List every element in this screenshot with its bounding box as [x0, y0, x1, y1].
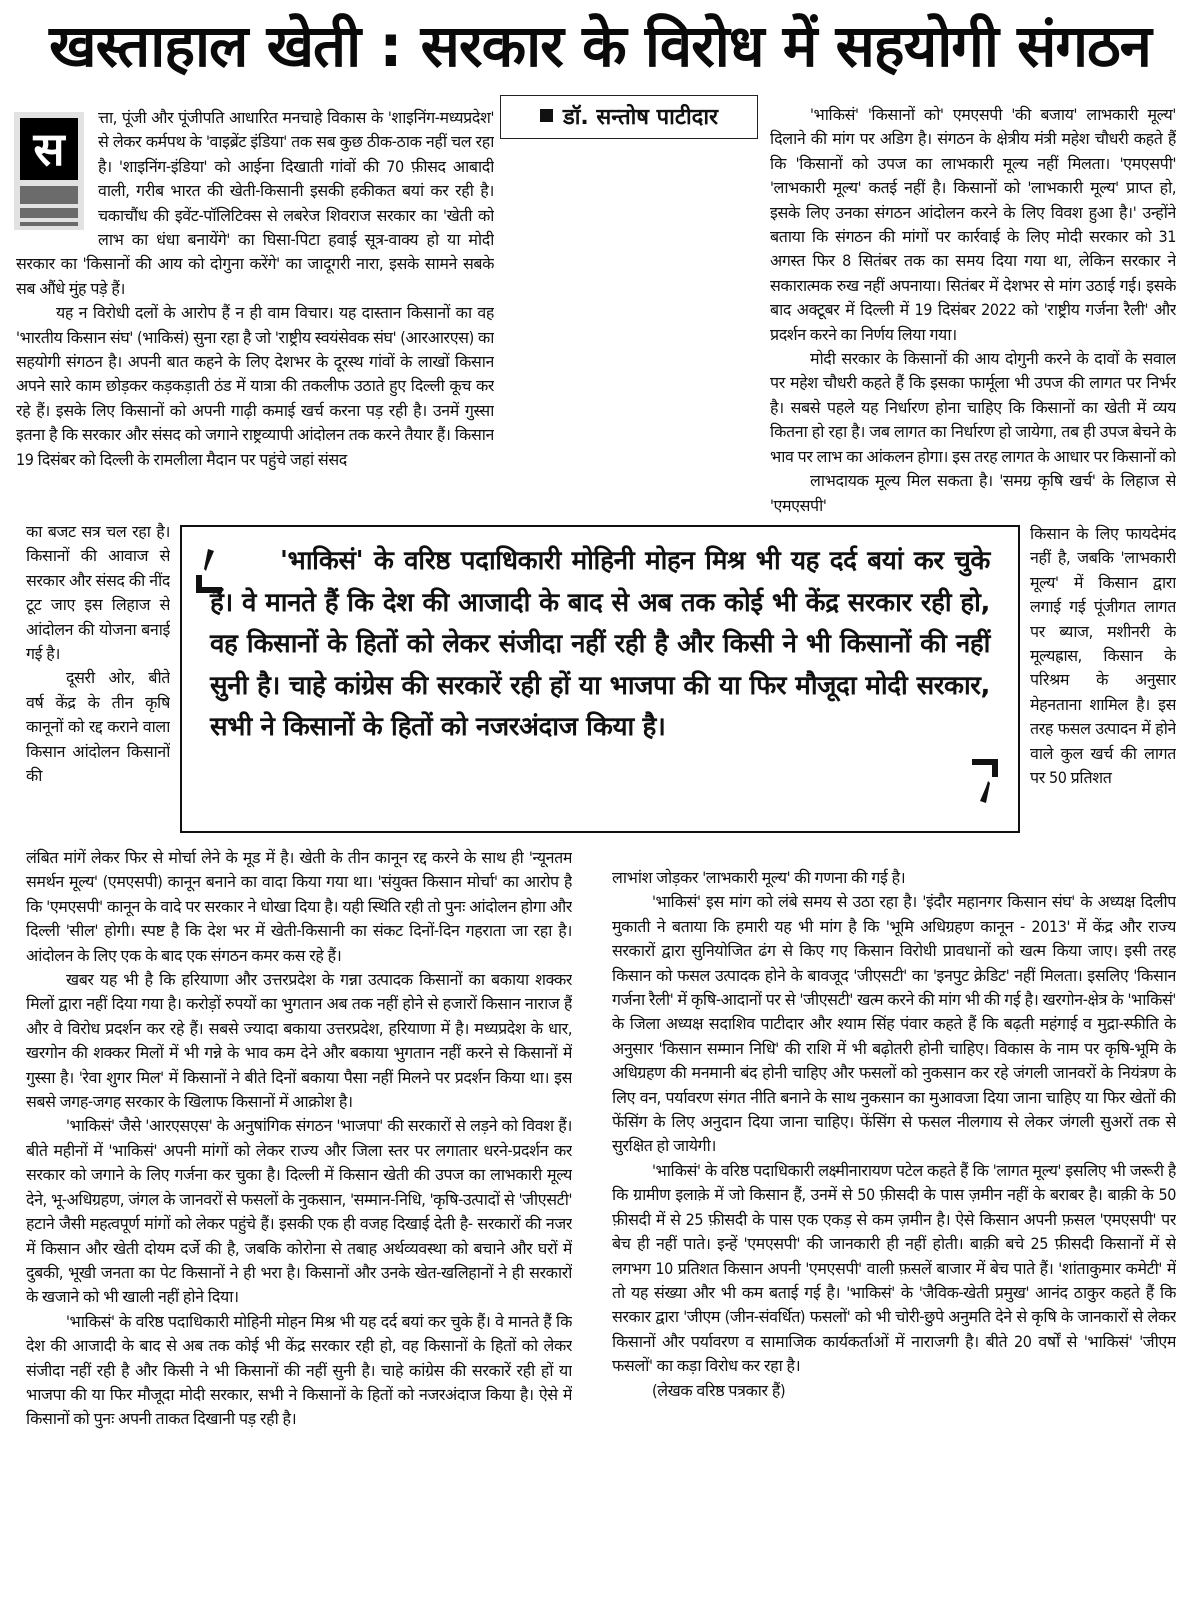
left-column-top [16, 106, 494, 512]
paragraph: त्ता, पूंजी और पूंजीपति आधारित मनचाहे विकास के 'शाइनिंग-मध्यप्रदेश' से लेकर कर्मपथ के 'वाइब्रेंट इंडिया' तक सब कुछ ठीक-ठाक नहीं चल रहा है। 'शाइनिंग-इंडिया' को आईना दिखाती गांवों की 70 फ़ीसद आबादी वाली, गरीब भारत की खेती-किसानी इसकी हकीकत बयां कर रही है। चकाचौंध की इवेंट-पॉलिटिक्स से लबरेज शिवराज सरकार का 'खेती को लाभ का धंधा बनायेंगे' का घिसा-पिटा हवाई सूत्र-वाक्य हो या मोदी सरकार का 'किसानों की आय को दोगुना करेंगे' का जादूगरी नारा, इसके सामने सबके सब औंधे मुंह पड़े हैं। [16, 108, 494, 298]
dropcap-bar [20, 222, 78, 226]
paragraph: खबर यह भी है कि हरियाणा और उत्तरप्रदेश के गन्ना उत्पादक किसानों का बकाया शक्कर मिलों द्वारा नहीं दिया गया है। करोड़ों रुपयों का भुगतान अब तक नहीं होने से हजारों किसान नाराज हैं और वे विरोध प्रदर्शन कर रहे हैं। सबसे ज्यादा बकाया उत्तरप्रदेश, हरियाणा में है। मध्यप्रदेश के धार, खरगोन की शक्कर मिलों में भी गन्ने के भाव कम देने और बकाया भुगतान नहीं करने से किसानों में गुस्सा है। 'रेवा शुगर मिल' में किसानों ने बीते दिनों बकाया पैसा नहीं मिलने पर प्रदर्शन किया था। इस सबसे जगह-जगह सरकार के खिलाफ किसानों में आक्रोश है। [26, 970, 572, 1112]
pull-quote-text [210, 541, 990, 749]
right-column-narrow [1030, 522, 1176, 862]
paragraph: लाभदायक मूल्य मिल सकता है। 'समग्र कृषि खर्च' के लिहाज से 'एमएसपी' [770, 471, 1176, 515]
pull-quote-box [180, 525, 1020, 833]
paragraph: 'भाकिसं' 'किसानों को' एमएसपी 'की बजाय' लाभकारी मूल्य' दिलाने की मांग पर अडिग है। संगठन के क्षेत्रीय मंत्री महेश चौधरी कहते हैं कि 'किसानों को उपज का लाभकारी मूल्य नहीं मिलता। 'एमएसपी' 'लाभकारी मूल्य' कतई नहीं है। किसानों को 'लाभकारी मूल्य' प्राप्त हो, इसके लिए उनका संगठन आंदोलन करने के लिए विवश हुआ है।' उन्होंने बताया कि संगठन की मांगों पर कार्रवाई के लिए मोदी सरकार को 31 अगस्त फिर 8 सितंबर तक का समय दिया गया था, लेकिन सरकार ने सकारात्मक रुख नहीं अपनाया। सितंबर में देशभर से मांग उठाई गई। इसके बाद अक्टूबर में दिल्ली में 19 दिसंबर 2022 को 'राष्ट्रीय गर्जना रैली' और प्रदर्शन करने का निर्णय लिया गया। [770, 105, 1176, 344]
dropcap-bar [20, 208, 78, 218]
dropcap-block [14, 112, 84, 230]
author-note: (लेखक वरिष्ठ पत्रकार हैं) [652, 1380, 786, 1400]
left-column-narrow [26, 520, 170, 842]
paragraph: 'भाकिसं' जैसे 'आरएसएस' के अनुषांगिक संगठन 'भाजपा' की सरकारों से लड़ने को विवश हैं। बीते महीनों में 'भाकिसं' अपनी मांगों को लेकर राज्य और जिला स्तर पर लगातार धरने-प्रदर्शन कर सरकार को जगाने के लिए गर्जना कर चुका है। दिल्ली में किसान खेती की उपज का लाभकारी मूल्य देने, भू-अधिग्रहण, जंगल के जानवरों से फसलों के नुकसान, 'सम्मान-निधि, 'कृषि-उत्पादों से 'जीएसटी' हटाने जैसी महत्वपूर्ण मांगों को लेकर पहुंचे हैं। इसकी एक ही वजह दिखाई देती है- सरकारों की नजर में किसान और खेती दोयम दर्जे की है, जबकि कोरोना से तबाह अर्थव्यवस्था को बचाने और घरों में दुबकी, भूखी जनता का पेट किसानों ने ही भरा है। किसानों और उनके खेत-खलिहानों ने ही सरकारों के खजाने को भी खाली नहीं होने दिया। [26, 1116, 572, 1307]
paragraph: किसान के लिए फायदेमंद नहीं है, जबकि 'लाभकारी मूल्य' में किसान द्वारा लगाई गई पूंजीगत लागत पर ब्याज, मशीनरी के मूल्यह्रास, किसान के परिश्रम के अनुसार मेहनताना शामिल है। इस तरह फसल उत्पादन में होने वाले कुल खर्च की लागत पर 50 प्रतिशत [1030, 524, 1176, 788]
paragraph: 'भाकिसं' इस मांग को लंबे समय से उठा रहा है। 'इंदौर महानगर किसान संघ' के अध्यक्ष दिलीप मुकाती ने बताया कि हमारी यह भी मांग है कि 'भूमि अधिग्रहण कानून - 2013' में केंद्र और राज्य सरकारों द्वारा सुनियोजित ढंग से किए गए किसान विरोधी प्रावधानों को खत्म किया जाए। इसी तरह किसान को फसल उत्पादक होने के बावजूद 'जीएसटी' का 'इनपुट क्रेडिट' नहीं मिलता। इसलिए 'किसान गर्जना रैली' में कृषि-आदानों पर से 'जीएसटी' खत्म करने की मांग भी की गई है। खरगोन-क्षेत्र के 'भाकिसं' के जिला अध्यक्ष सदाशिव पाटीदार और श्याम सिंह पंवार कहते हैं कि बढ़ती महंगाई व मुद्रा-स्फीति के अनुसार 'किसान सम्मान निधि' की राशि में भी बढ़ोतरी होनी चाहिए। विकास के नाम पर कृषि-भूमि के अधिग्रहण की मनमानी बंद होनी चाहिए और फसलों को नुकसान कर रहे जंगली जानवरों के नियंत्रण के लिए वन, पर्यावरण संगत नीति बनाने के साथ नुकसान का मुआवजा दिया जाना चाहिए या फिर खेतों की फेंसिंग के लिए अनुदान दिया जाना चाहिए। फेंसिंग से फसल नीलगाय से लेकर जंगली सुअरों तक से सुरक्षित हो जायेगी। [612, 892, 1176, 1156]
bullet-square-icon [540, 109, 553, 122]
paragraph: का बजट सत्र चल रहा है। किसानों की आवाज से सरकार और संसद की नींद टूट जाए इस लिहाज से आंदोलन की योजना बनाई गई है। [26, 522, 170, 664]
pull-quote: 'भाकिसं' के वरिष्ठ पदाधिकारी मोहिनी मोहन मिश्र भी यह दर्द बयां कर चुके हैं। वे मानते हैं कि देश की आजादी के बाद से अब तक कोई भी केंद्र सरकार रही हो, वह किसानों के हितों को लेकर संजीदा नहीं रही है और किसी ने भी किसानों की नहीं सुनी है। चाहे कांग्रेस की सरकारें रही हों या भाजपा की या फिर मौजूदा मोदी सरकार, सभी ने किसानों के हितों को नजरअंदाज किया है। [210, 546, 990, 742]
quote-close-icon [970, 757, 1000, 805]
headline: खस्ताहाल खेती : सरकार के विरोध में सहयोगी संगठन [49, 12, 1151, 80]
byline-box [500, 95, 758, 139]
paragraph: 'भाकिसं' के वरिष्ठ पदाधिकारी मोहिनी मोहन मिश्र भी यह दर्द बयां कर चुके हैं। वे मानते हैं कि देश की आजादी के बाद से अब तक कोई भी केंद्र सरकार रही हो, वह किसानों के हितों को लेकर संजीदा नहीं रही है और किसी ने भी किसानों की नहीं सुनी है। चाहे कांग्रेस की सरकारें रही हों या भाजपा की या फिर मौजूदा मोदी सरकार, सभी ने किसानों के हितों को नजरअंदाज किया है। ऐसे में किसानों को पुनः अपनी ताकत दिखानी पड़ रही है। [26, 1311, 572, 1429]
right-column-top [770, 103, 1176, 517]
dropcap-letter: स [20, 118, 78, 180]
paragraph: दूसरी ओर, बीते वर्ष केंद्र के तीन कृषि कानूनों को रद्द कराने वाला किसान आंदोलन किसानों की [26, 668, 170, 786]
byline-author: डॉ. सन्तोष पाटीदार [562, 105, 719, 130]
paragraph: लंबित मांगें लेकर फिर से मोर्चा लेने के मूड में है। खेती के तीन कानून रद्द करने के साथ ही 'न्यूनतम समर्थन मूल्य' (एमएसपी) कानून बनाने का वादा किया गया था। 'संयुक्त किसान मोर्चा' का आरोप है कि 'एमएसपी' कानून के वादे पर सरकार ने धोखा दिया है। यही स्थिति रही तो पुनः आंदोलन होगा और दिल्ली 'सील' होगी। स्पष्ट है कि देश भर में खेती-किसानी का संकट दिनों-दिन गहराता जा रहा है। आंदोलन के लिए एक के बाद एक संगठन कमर कस रहे हैं। [26, 848, 572, 965]
paragraph: मोदी सरकार के किसानों की आय दोगुनी करने के दावों के सवाल पर महेश चौधरी कहते हैं कि इसका फार्मूला भी उपज की लागत पर निर्भर है। सबसे पहले यह निर्धारण होना चाहिए कि किसानों का खेती में व्यय कितना हो रहा है। जब लागत का निर्धारण हो जायेगा, तब ही उपज बेचने के भाव पर लाभ का आंकलन होगा। इस तरह लागत के आधार पर किसानों को [770, 349, 1176, 466]
paragraph: यह न विरोधी दलों के आरोप हैं न ही वाम विचार। यह दास्तान किसानों का वह 'भारतीय किसान संघ' (भाकिसं) सुना रहा है जो 'राष्ट्रीय स्वयंसेवक संघ' (आरआरएस) का सहयोगी संगठन है। अपनी बात कहने के लिए देशभर के दूरस्थ गांवों के लाखों किसान अपने सारे काम छोड़कर कड़कड़ाती ठंड में यात्रा की तकलीफ उठाते हुए दिल्ली कूच कर रहे हैं। इसके लिए किसानों को अपनी गाढ़ी कमाई खर्च करना पड़ रही है। उनमें गुस्सा इतना है कि सरकार और संसद को जगाने राष्ट्रव्यापी आंदोलन तक करने तैयार हैं। किसान 19 दिसंबर को दिल्ली के रामलीला मैदान पर पहुंचे जहां संसद [16, 303, 494, 469]
dropcap-bar [20, 186, 78, 204]
paragraph: लाभांश जोड़कर 'लाभकारी मूल्य' की गणना की गई है। [612, 868, 906, 887]
left-column-bottom [26, 846, 572, 1618]
paragraph: 'भाकिसं' के वरिष्ठ पदाधिकारी लक्ष्मीनारायण पटेल कहते हैं कि 'लागत मूल्य' इसलिए भी जरूरी है कि ग्रामीण इलाक़े में जो किसान हैं, उनमें से 50 फ़ीसदी के पास ज़मीन नहीं के बराबर है। बाक़ी के 50 फ़ीसदी में से 25 फ़ीसदी के पास एक एकड़ से कम ज़मीन है। ऐसे किसान अपनी फ़सल 'एमएसपी' पर बेच ही नहीं पाते। इन्हें 'एमएसपी' की जानकारी ही नहीं होती। बाक़ी बचे 25 फ़ीसदी किसानों में से लगभग 10 प्रतिशत किसान अपनी 'एमएसपी' वाली फ़सलें बाजार में बेच पाते हैं। 'शांताकुमार कमेटी' में तो यह संख्या और भी कम बताई गई है। 'भाकिसं' के 'जैविक-खेती प्रमुख' आनंद ठाकुर कहते हैं कि सरकार द्वारा 'जीएम (जीन-संवर्धित) फसलों' को भी चोरी-छुपे अनुमति देने से कृषि के जानकारों से लेकर किसानों और पर्यावरण व सामाजिक कार्यकर्ताओं में नाराजगी है। बीते 20 वर्षों से 'भाकिसं' 'जीएम फसलों' का कड़ा विरोध कर रहा है। [612, 1160, 1176, 1376]
right-column-bottom [612, 866, 1176, 1618]
